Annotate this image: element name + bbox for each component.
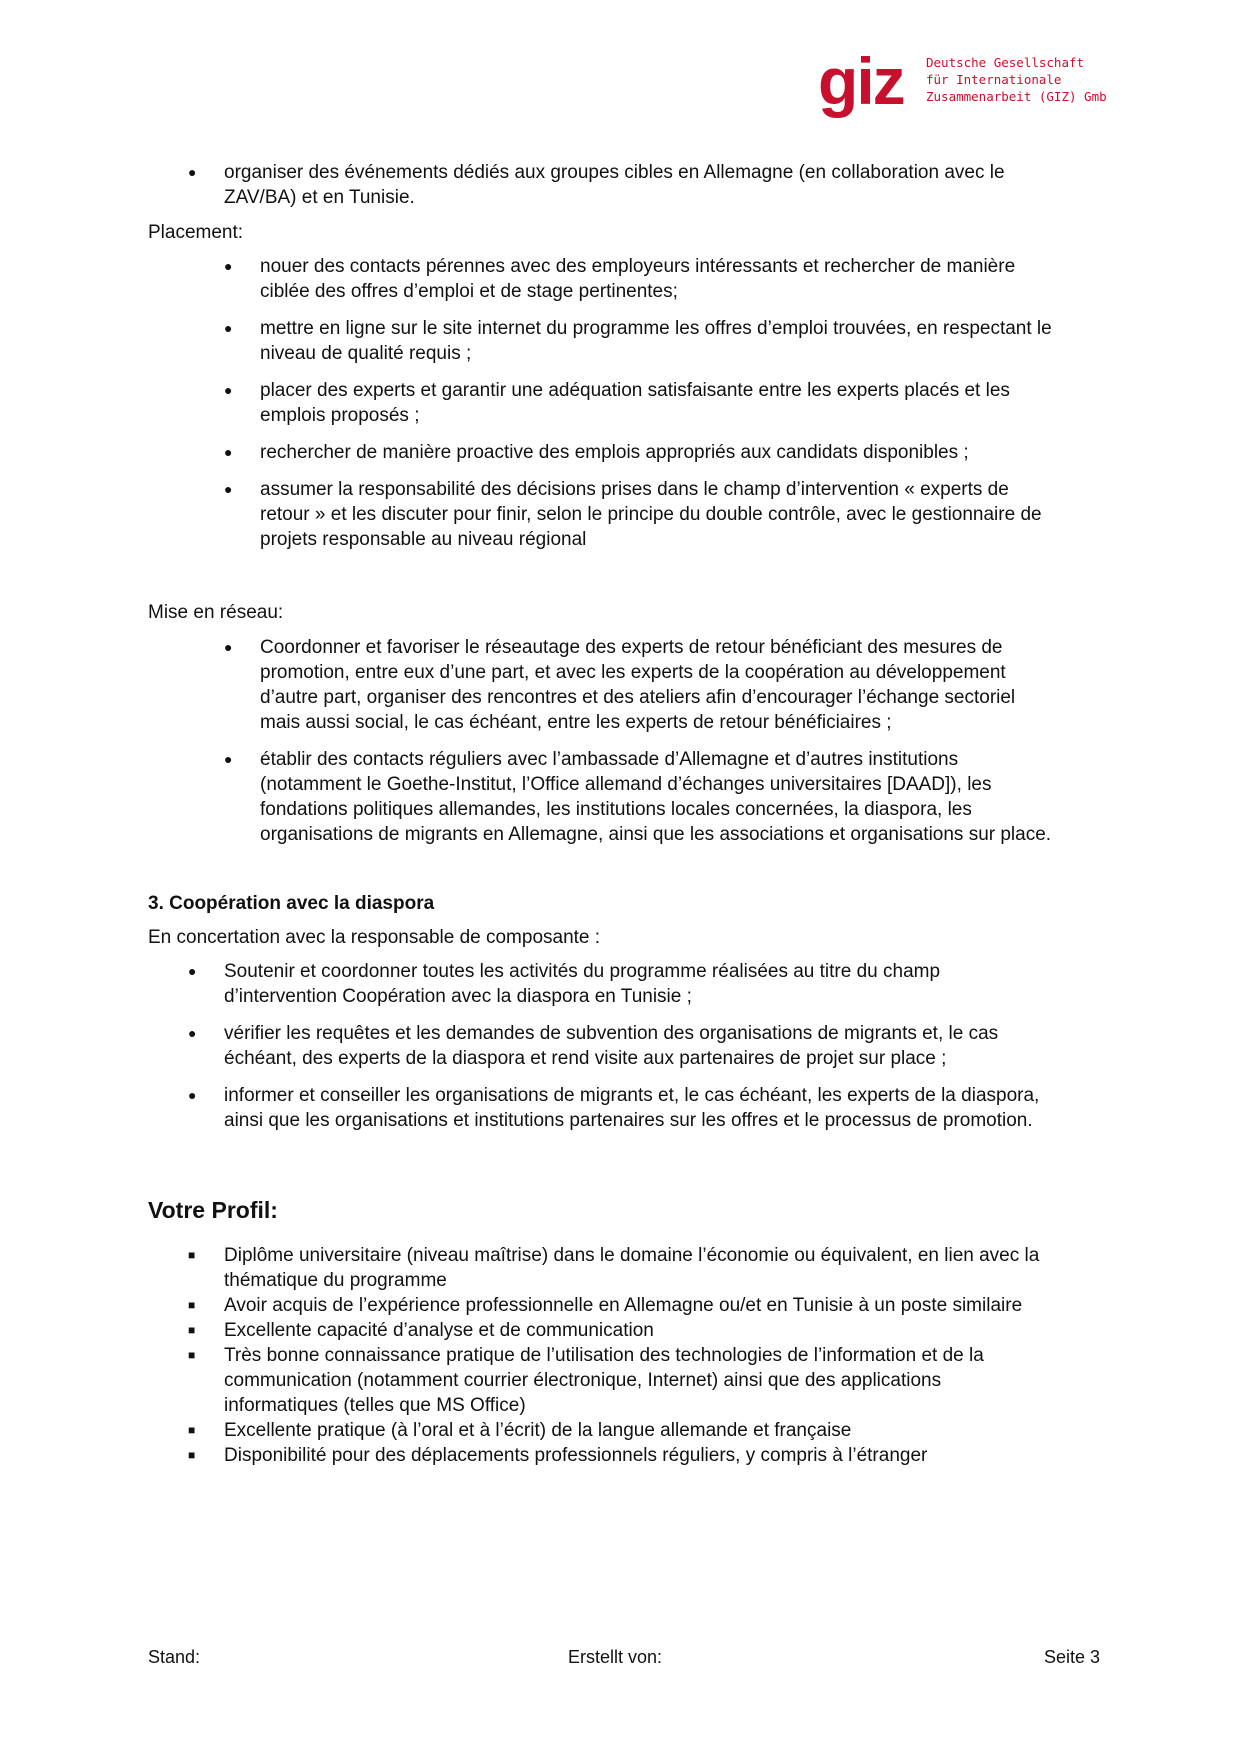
bullet-icon: ● — [188, 164, 197, 180]
list-item: ● vérifier les requêtes et les demandes de subvention des organisations de migrants et, le cas échéant, des experts de la diaspora et rend visite aux partenaires de projet sur place ; — [188, 1023, 999, 1069]
footer-page-number: Seite 3 — [1043, 1647, 1100, 1667]
bullet-icon: ● — [188, 1087, 197, 1103]
intro-list — [148, 160, 1098, 210]
bullet-icon: ● — [224, 258, 233, 274]
bullet-icon: ● — [224, 639, 233, 655]
list-item: ● nouer des contacts pérennes avec des employeurs intéressants et rechercher de manière ciblée des offres d’emploi et de stage pertinentes; — [224, 256, 1016, 302]
section-label-placement: Placement: — [148, 222, 244, 243]
list-item: ● Coordonner et favoriser le réseautage des experts de retour bénéficiant des mesures de promotion, entre eux d’une part, et avec les experts de la coopération au développement d’autre part, organiser des rencontres et des ateliers afin d’encourager l’échange sectoriel mais aussi social, le cas échéant, entre les experts de retour bénéficiaires ; — [224, 637, 1016, 733]
section-heading-profil: Votre Profil: — [148, 1197, 278, 1223]
diaspora-list — [148, 959, 1098, 1133]
placement-list — [148, 254, 1098, 552]
logo-line: Zusammenarbeit (GIZ) Gmb — [926, 89, 1107, 104]
list-item: ■ Avoir acquis de l’expérience professionnelle en Allemagne ou/et en Tunisie à un poste similaire — [188, 1295, 1023, 1316]
logo-line: für Internationale — [926, 72, 1062, 87]
bullet-icon: ● — [224, 382, 233, 398]
section-heading-diaspora: 3. Coopération avec la diaspora — [148, 893, 435, 914]
diaspora-intro: En concertation avec la responsable de composante : — [148, 927, 601, 948]
list-item: ● rechercher de manière proactive des emplois appropriés aux candidats disponibles ; — [224, 442, 969, 463]
list-item: ● Soutenir et coordonner toutes les activités du programme réalisées au titre du champ d’intervention Coopération avec la diaspora en Tunisie ; — [188, 961, 941, 1007]
list-item: ■ Diplôme universitaire (niveau maîtrise) dans le domaine l’économie ou équivalent, en lien avec la thématique du programme — [188, 1245, 1040, 1291]
square-bullet-icon: ■ — [188, 1448, 196, 1462]
list-item: ■ Excellente pratique (à l’oral et à l’écrit) de la langue allemande et française — [188, 1420, 852, 1441]
square-bullet-icon: ■ — [188, 1248, 196, 1262]
square-bullet-icon: ■ — [188, 1423, 196, 1437]
bullet-icon: ● — [188, 963, 197, 979]
bullet-icon: ● — [224, 444, 233, 460]
list-item: ● mettre en ligne sur le site internet du programme les offres d’emploi trouvées, en respectant le niveau de qualité requis ; — [224, 318, 1052, 364]
list-item: ● établir des contacts réguliers avec l’ambassade d’Allemagne et d’autres institutions (notamment le Goethe-Institut, l’Office allemand d’échanges universitaires [DAAD]), les fondations politiques allemandes, les institutions locales concernées, la diaspora, les organisations de migrants en Allemagne, ainsi que les associations et organisations sur place. — [224, 749, 1052, 845]
list-item: ● placer des experts et garantir une adéquation satisfaisante entre les experts placés et les emplois proposés ; — [224, 380, 1010, 426]
list-item: ● organiser des événements dédiés aux groupes cibles en Allemagne (en collaboration avec le ZAV/BA) et en Tunisie. — [188, 162, 1005, 208]
document-body — [148, 160, 1098, 1468]
giz-logo-mark: giz — [818, 44, 904, 118]
reseau-list — [148, 635, 1098, 847]
footer-erstellt: Erstellt von: — [568, 1647, 663, 1667]
list-item: ● assumer la responsabilité des décisions prises dans le champ d’intervention « experts de retour » et les discuter pour finir, selon le principe du double contrôle, avec le gestionnaire de projets responsable au niveau régional — [224, 479, 1042, 550]
giz-logo-text — [926, 54, 1107, 105]
profil-list — [148, 1243, 1098, 1468]
square-bullet-icon: ■ — [188, 1323, 196, 1337]
bullet-icon: ● — [224, 320, 233, 336]
section-label-reseau: Mise en réseau: — [148, 602, 284, 623]
list-item: ■ Très bonne connaissance pratique de l’utilisation des technologies de l’information et de la communication (notamment courrier électronique, Internet) ainsi que des applications informatiques (telles que MS Office) — [188, 1345, 984, 1416]
square-bullet-icon: ■ — [188, 1298, 196, 1312]
list-item: ■ Excellente capacité d’analyse et de communication — [188, 1320, 654, 1341]
list-item: ■ Disponibilité pour des déplacements professionnels réguliers, y compris à l’étranger — [188, 1445, 928, 1466]
giz-logo — [818, 44, 1108, 124]
square-bullet-icon: ■ — [188, 1348, 196, 1362]
bullet-icon: ● — [224, 751, 233, 767]
logo-line: Deutsche Gesellschaft — [926, 55, 1085, 70]
list-item: ● informer et conseiller les organisations de migrants et, le cas échéant, les experts de la diaspora, ainsi que les organisations et institutions partenaires sur les offres et le processus de promotion. — [188, 1085, 1040, 1131]
footer-stand: Stand: — [148, 1647, 201, 1667]
bullet-icon: ● — [188, 1025, 197, 1041]
page-footer — [148, 1647, 1100, 1672]
bullet-icon: ● — [224, 481, 233, 497]
